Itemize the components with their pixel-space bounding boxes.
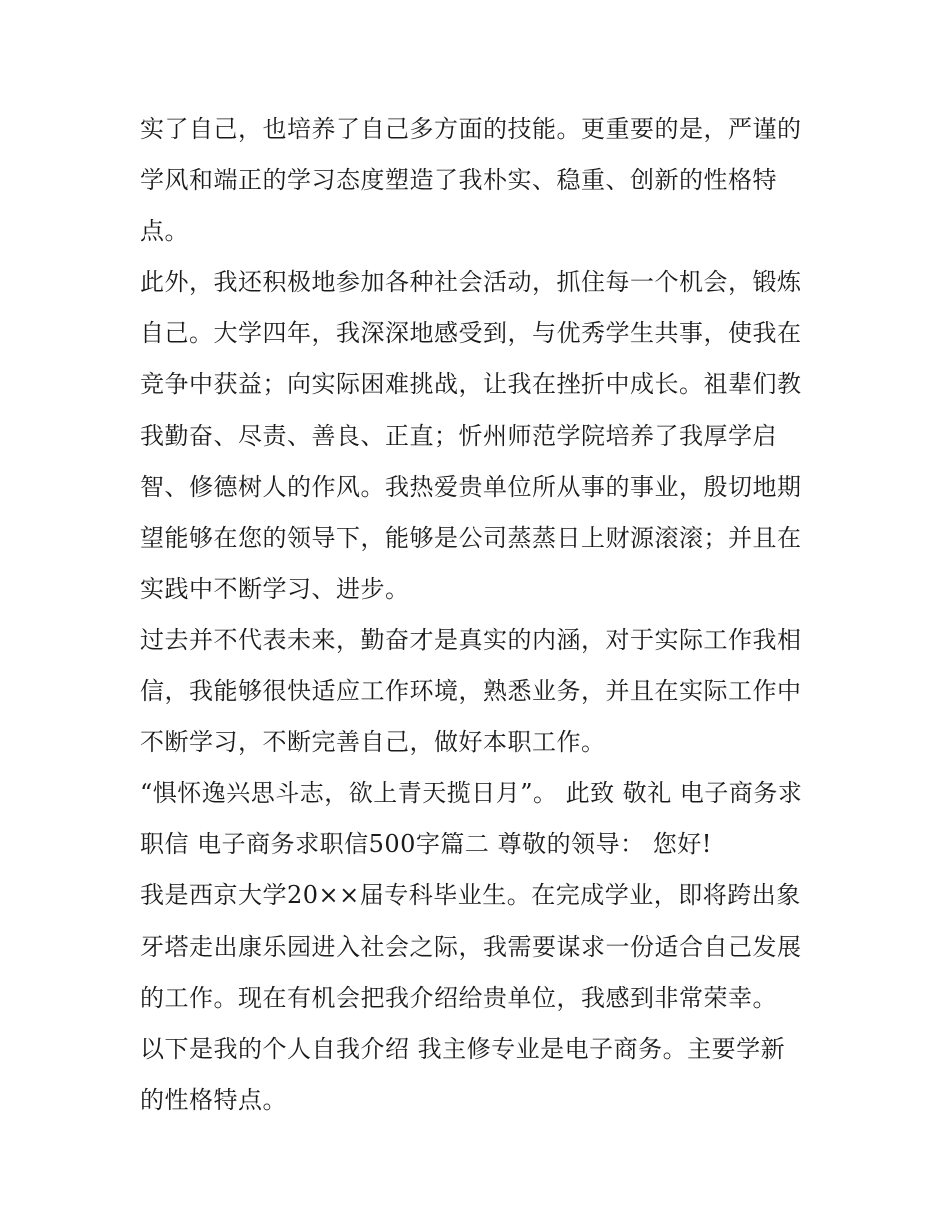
text-line-18: 的工作。现在有机会把我介绍给贵单位，我感到非常荣幸。	[140, 983, 777, 1012]
text-line-20: 的性格特点。	[140, 1085, 287, 1114]
text-line-4: 此外，我还积极地参加各种社会活动，抓住每一个机会，锻炼	[140, 268, 802, 297]
text-line-7: 我勤奋、尽责、善良、正直；忻州师范学院培养了我厚学启	[140, 421, 777, 450]
text-line-11: 过去并不代表未来，勤奋才是真实的内涵，对于实际工作我相	[140, 625, 802, 654]
text-line-12: 信，我能够很快适应工作环境，熟悉业务，并且在实际工作中	[140, 677, 802, 706]
text-line-8: 智、修德树人的作风。我热爱贵单位所从事的事业，殷切地期	[140, 472, 802, 501]
text-line-13: 不断学习，不断完善自己，做好本职工作。	[140, 728, 606, 757]
text-line-1: 实了自己，也培养了自己多方面的技能。更重要的是，严谨的	[140, 115, 802, 143]
text-line-6: 竞争中获益；向实际困难挑战，让我在挫折中成长。祖辈们教	[140, 370, 802, 399]
text-line-19: 以下是我的个人自我介绍 我主修专业是电子商务。主要学新	[140, 1034, 786, 1063]
text-line-16: 我是西京大学20××届专科毕业生。在完成学业，即将跨出象	[140, 881, 801, 910]
text-line-2: 学风和端正的学习态度塑造了我朴实、稳重、创新的性格特	[140, 166, 777, 195]
text-line-10: 实践中不断学习、进步。	[140, 574, 410, 603]
text-line-9: 望能够在您的领导下，能够是公司蒸蒸日上财源滚滚；并且在	[140, 523, 802, 552]
text-line-14: “惧怀逸兴思斗志，欲上青天揽日月”。 此致 敬礼 电子商务求	[140, 779, 803, 808]
text-line-5: 自己。大学四年，我深深地感受到，与优秀学生共事，使我在	[140, 319, 802, 348]
text-line-17: 牙塔走出康乐园进入社会之际，我需要谋求一份适合自己发展	[140, 932, 802, 961]
text-line-3: 点。	[140, 217, 189, 246]
body-text	[140, 104, 840, 1126]
text-line-15: 职信 电子商务求职信500字篇二 尊敬的领导： 您好!	[140, 830, 712, 859]
